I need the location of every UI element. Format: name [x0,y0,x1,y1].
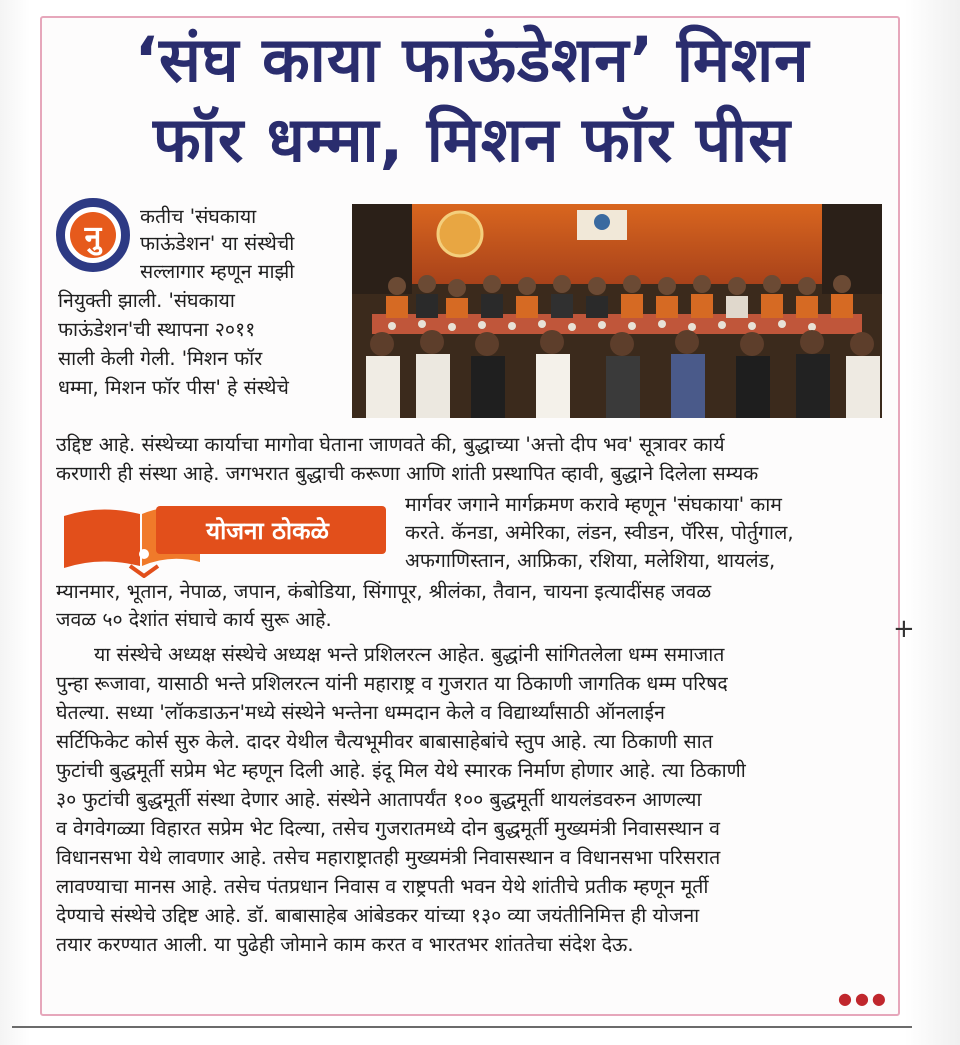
dropcap-badge [56,198,130,272]
dropcap-letter: नु [70,212,116,258]
para2-line-4: सर्टिफिकेट कोर्स सुरु केले. दादर येथील चैत्यभूमीवर बाबासाहेबांचे स्तुप आहे. त्या ठिकाणी सात [56,730,713,753]
column-line-2: फाऊंडेशन' या संस्थेची [140,232,295,255]
para2-line-6: ३० फुटांची बुद्धमूर्ती संस्था देणार आहे. संस्थेने आतापर्यंत १०० बुद्धमूर्ती थायलंडवरुन आणल्या [56,788,702,811]
bottom-rule [12,1026,912,1028]
body-line-4: जवळ ५० देशांत संघाचे कार्य सुरू आहे. [56,608,332,631]
headline-line-1: ‘संघ काया फाऊंडेशन’ मिशन [134,23,810,96]
para2-line-7: व वेगवेगळ्या विहारत सप्रेम भेट दिल्या, तसेच गुजरातमध्ये दोन बुद्धमूर्ती मुख्यमंत्री निवासस्थान व [56,817,720,840]
banner-line-3: अफगाणिस्तान, आफ्रिका, रशिया, मलेशिया, थायलंड, [405,549,776,572]
section-banner-label: योजना ठोकळे [206,516,329,545]
para2-line-9: लावण्याचा मानस आहे. तसेच पंतप्रधान निवास व राष्ट्रपती भवन येथे शांतीचे प्रतीक म्हणून मूर्ती [56,875,709,898]
para2-line-3: घेतल्या. सध्या 'लॉकडाऊन'मध्ये संस्थेने भन्तेना धम्मदान केले व विद्यार्थ्यांसाठी ऑनलाईन [56,701,665,724]
end-of-article-mark: ●●● [838,989,889,1008]
column-line-7: धम्मा, मिशन फॉर पीस' हे संस्थेचे [58,376,289,399]
body-line-3: म्यानमार, भूतान, नेपाळ, जपान, कंबोडिया, सिंगापूर, श्रीलंका, तैवान, चायना इत्यादींसह जवळ [56,580,712,603]
para2-line-10: देण्याचे संस्थेचे उद्दिष्ट आहे. डॉ. बाबासाहेब आंबेडकर यांच्या १३० व्या जयंतीनिमित्त ही योजना [56,904,700,927]
column-line-6: साली केली गेली. 'मिशन फॉर [58,347,263,370]
para2-line-1: या संस्थेचे अध्यक्ष संस्थेचे अध्यक्ष भन्ते प्रशिलरत्न आहेत. बुद्धांनी सांगितलेला धम्म समाजात [94,643,725,666]
column-line-4: नियुक्ती झाली. 'संघकाया [58,289,235,312]
event-photo-illustration [352,204,882,418]
column-line-5: फाऊंडेशन'ची स्थापना २०११ [58,318,256,341]
headline-line-2: फॉर धम्मा, मिशन फॉर पीस [152,103,792,176]
para2-line-2: पुन्हा रूजावा, यासाठी भन्ते प्रशिलरत्न यांनी महाराष्ट्र व गुजरात या ठिकाणी जागतिक धम्म परिषद [56,672,728,695]
body-line-1: उद्दिष्ट आहे. संस्थेच्या कार्याचा मागोवा घेताना जाणवते की, बुद्धाच्या 'अत्तो दीप भव' सूत्रावर कार्य [56,433,725,456]
event-photo [352,204,882,418]
para2-line-11: तयार करण्यात आली. या पुढेही जोमाने काम करत व भारतभर शांततेचा संदेश देऊ. [56,933,634,956]
banner-line-1: मार्गवर जगाने मार्गक्रमण करावे म्हणून 'संघकाया' काम [405,493,782,516]
column-line-3: सल्लागार म्हणून माझी [140,260,295,283]
para2-line-5: फुटांची बुद्धमूर्ती सप्रेम भेट म्हणून दिली आहे. इंदू मिल येथे स्मारक निर्माण होणार आहे. त्या ठिकाणी [56,759,746,782]
column-line-1: कतीच 'संघकाया [140,205,257,228]
headline [54,20,890,180]
banner-line-2: करते. कॅनडा, अमेरिका, लंडन, स्वीडन, पॅरिस, पोर्तुगाल, [405,521,794,544]
crop-mark-icon: + [893,614,915,644]
para2-line-8: विधानसभा येथे लावणार आहे. तसेच महाराष्ट्रातही मुख्यमंत्री निवासस्थान व विधानसभा परिसरात [56,846,721,869]
body-line-2: करणारी ही संस्था आहे. जगभरात बुद्धाची करूणा आणि शांती प्रस्थापित व्हावी, बुद्धाने दिलेला सम्यक [56,462,759,485]
